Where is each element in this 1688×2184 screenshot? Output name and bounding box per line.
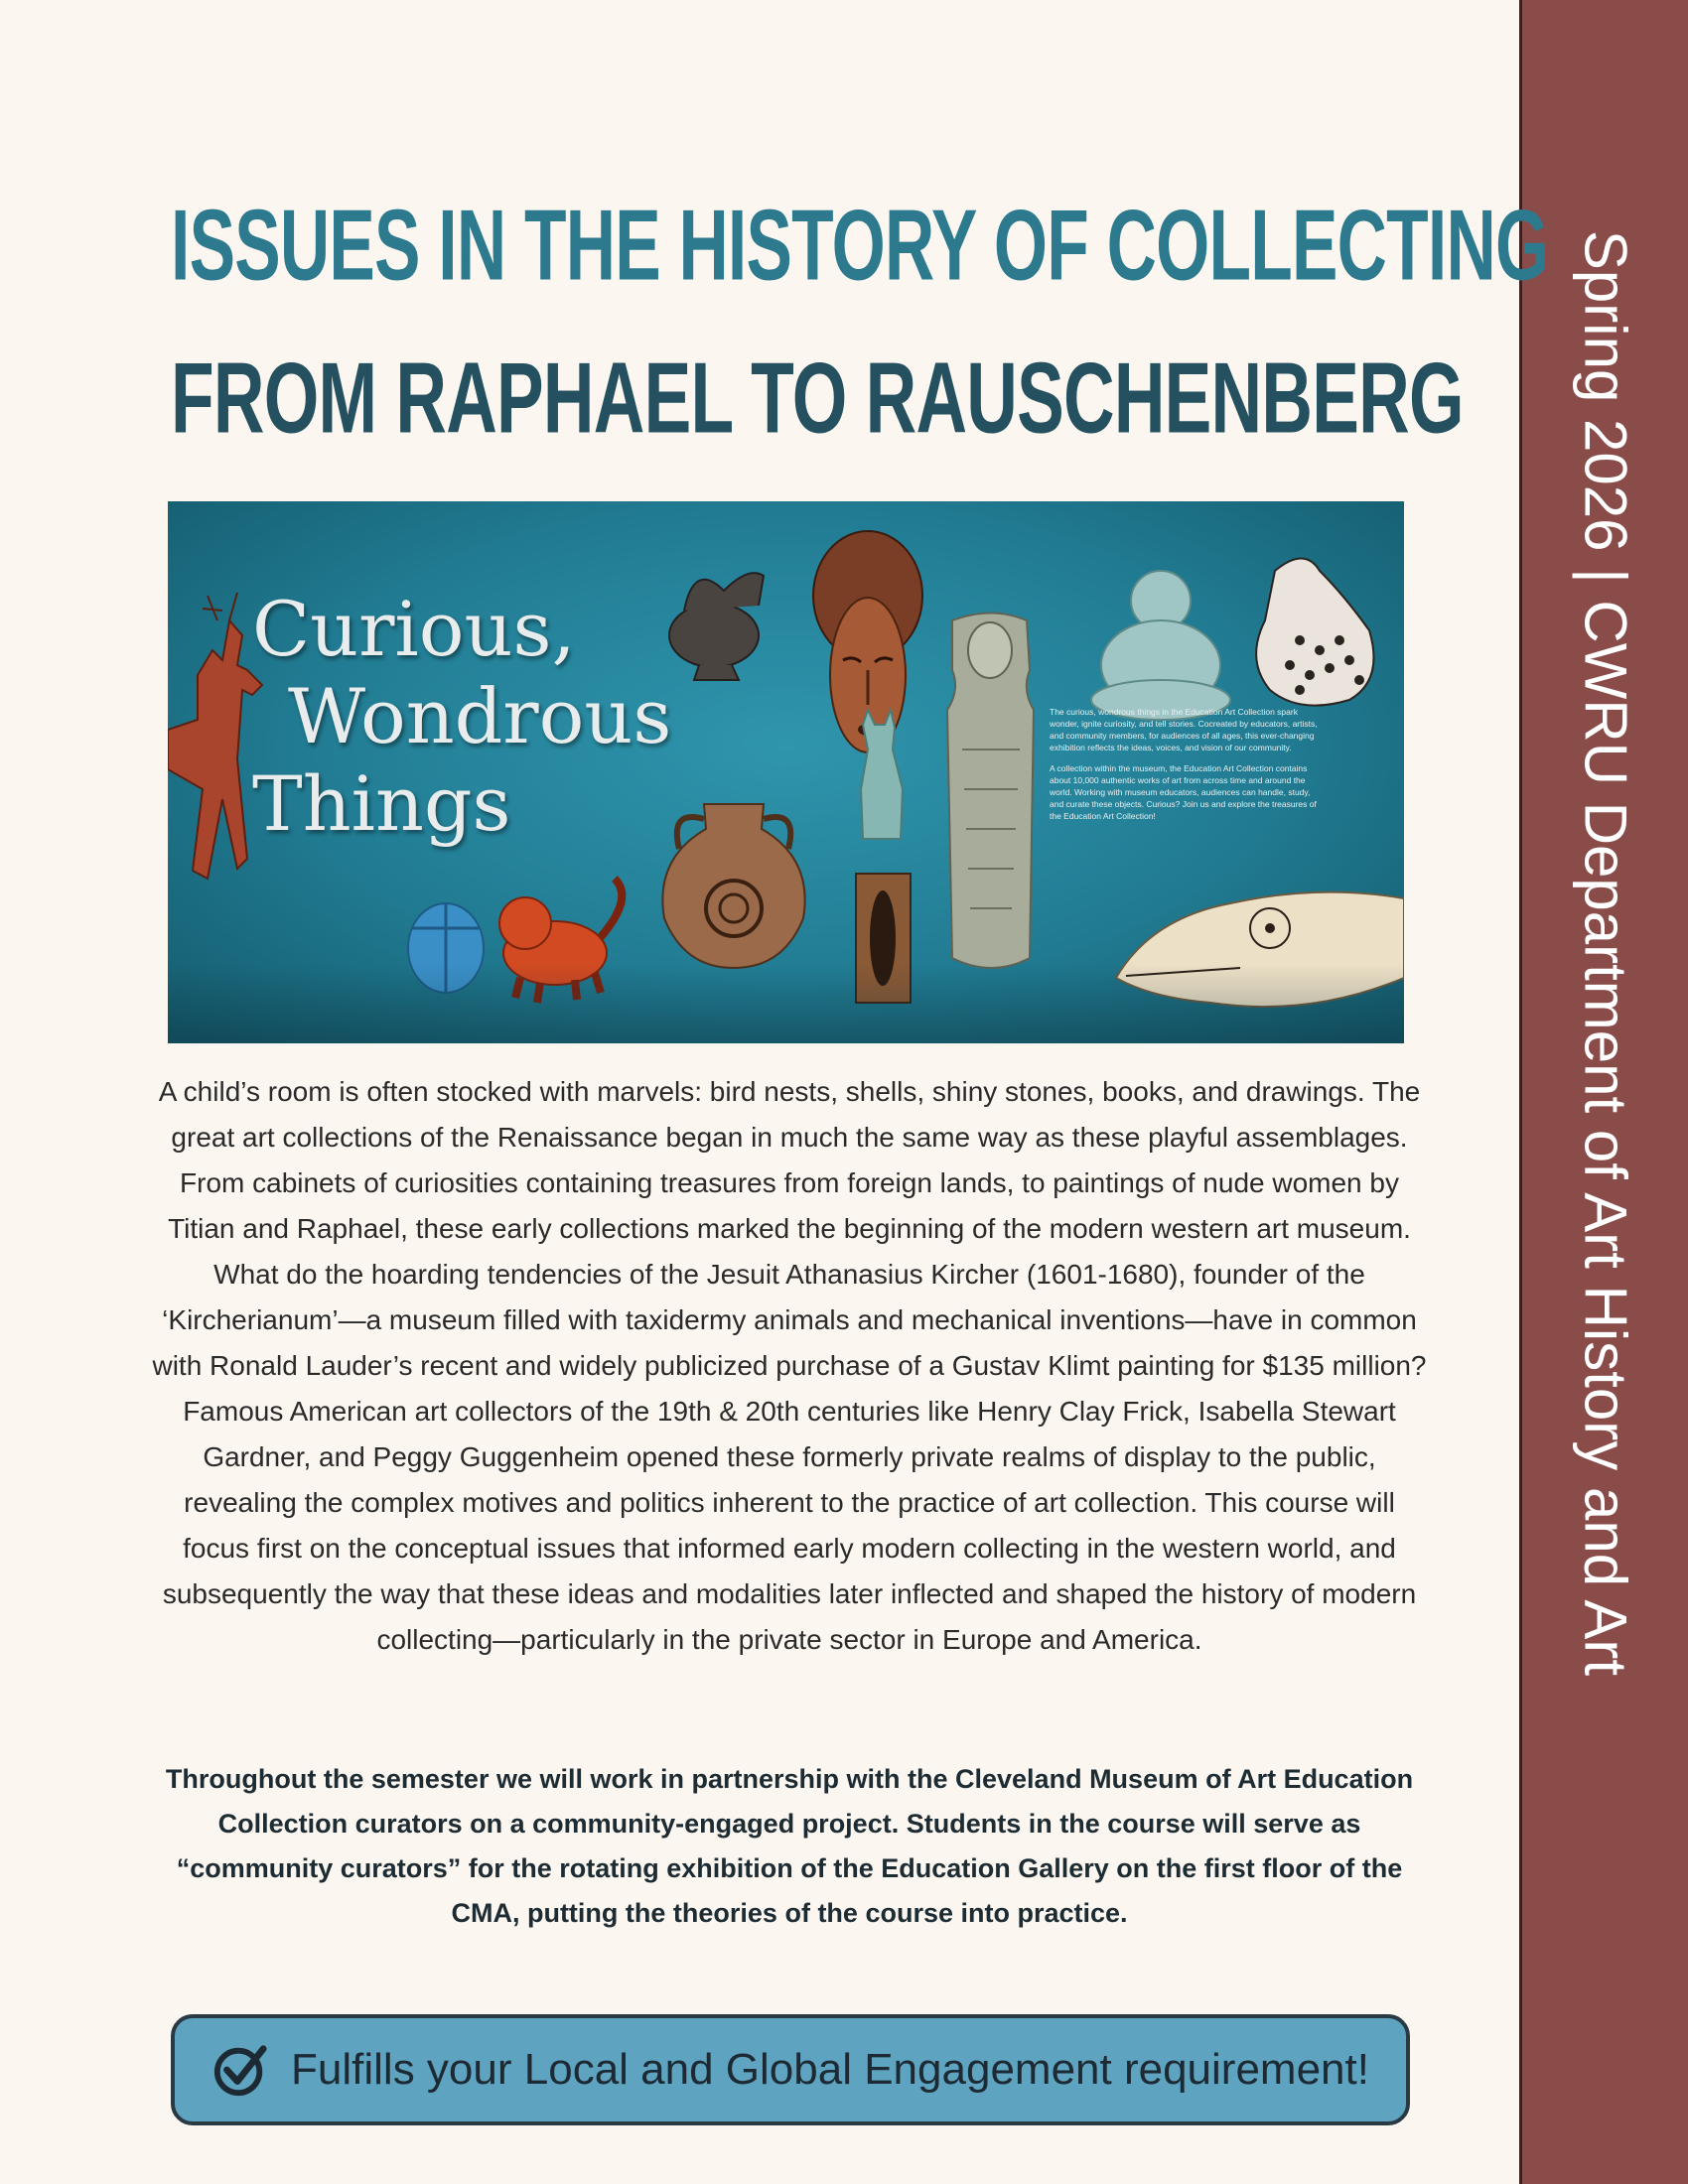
bird-vessel-artifact <box>1256 559 1373 706</box>
shabti-figure-artifact <box>947 614 1034 969</box>
amphora-artifact <box>662 804 804 968</box>
sidebar-band <box>1519 0 1688 2184</box>
gallery-floor-shadow <box>168 964 1404 1043</box>
page-title-line-1: ISSUES IN THE HISTORY OF COLLECTING <box>171 188 1549 301</box>
exhibition-title-line-3: Things <box>252 759 511 848</box>
sidebar-term-label: Spring 2026 | CWRU Department of Art History and Art <box>1572 229 1638 1677</box>
exhibition-caption <box>1050 706 1318 831</box>
stirrup-vessel-artifact <box>669 573 764 680</box>
page-title-line-2: FROM RAPHAEL TO RAUSCHENBERG <box>171 341 1464 454</box>
exhibition-caption-paragraph-2: A collection within the museum, the Education Art Collection contains about 10,000 authentic works of art from across time and around the world. Working with museum educators, audiences can handle, study, and curate these objects. Curious? Join us and explore the treasures of the Education Art Collection! <box>1050 763 1317 821</box>
exhibition-title <box>252 586 671 848</box>
exhibition-title-line-2: Wondrous <box>288 672 672 760</box>
exhibition-caption-paragraph-1: The curious, wondrous things in the Education Art Collection spark wonder, ignite curiosity, and tell stories. Cocreated by educators, artists, and community members, for audiences of all ages, this ever-changing exhibition reflects the ideas, voices, and vision of our community. <box>1050 707 1318 752</box>
cat-figurine-artifact <box>861 710 903 839</box>
course-description: A child’s room is often stocked with marvels: bird nests, shells, shiny stones, books, and drawings. The great art collections of the Renaissance began in much the same way as these playful assemblages. From cabinets of curiosities containing treasures from foreign lands, to paintings of nude women by Titian and Raphael, these early collections marked the beginning of the modern western art museum. What do the hoarding tendencies of the Jesuit Athanasius Kircher (1601-1680), founder of the ‘Kircherianum’—a museum filled with taxidermy animals and mechanical inventions—have in common with Ronald Lauder’s recent and widely publicized purchase of a Gustav Klimt painting for $135 million? Famous American art collectors of the 19th & 20th centuries like Henry Clay Frick, Isabella Stewart Gardner, and Peggy Guggenheim opened these formerly private realms of display to the public, revealing the complex motives and politics inherent to the practice of art collection. This course will focus first on the conceptual issues that informed early modern collecting in the western world, and subsequently the way that these ideas and modalities later inflected and shaped the history of modern collecting—particularly in the private sector in Europe and America. <box>152 1076 1427 1655</box>
deer-figure-artifact <box>168 593 262 879</box>
buddha-figure-artifact <box>1091 571 1230 720</box>
check-circle-icon <box>211 2041 269 2099</box>
requirement-text: Fulfills your Local and Global Engagement requirement! <box>291 2045 1369 2094</box>
requirement-banner <box>171 2014 1410 2125</box>
exhibition-image <box>168 501 1404 1043</box>
partnership-callout: Throughout the semester we will work in partnership with the Cleveland Museum of Art Education Collection curators on a community-engaged project. Students in the course will serve as “community curators” for the rotating exhibition of the Education Gallery on the first floor of the CMA, putting the theories of the course into practice. <box>165 1764 1414 1928</box>
exhibition-title-line-1: Curious, <box>252 585 576 673</box>
